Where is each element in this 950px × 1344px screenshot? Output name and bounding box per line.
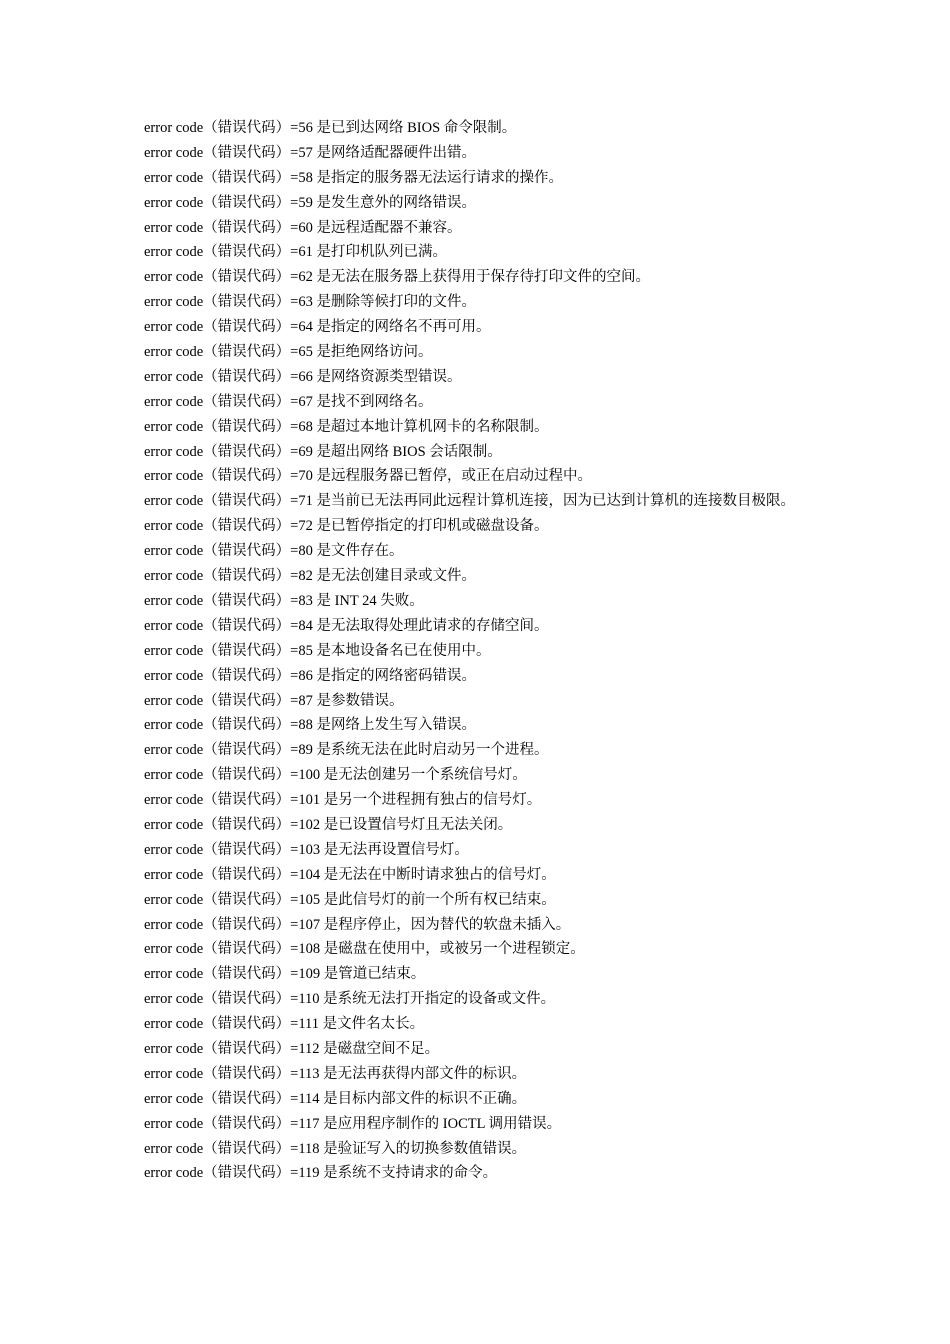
- error-code-line: error code（错误代码）=107 是程序停止，因为替代的软盘未插入。: [144, 916, 571, 933]
- error-code-line: error code（错误代码）=84 是无法取得处理此请求的存储空间。: [144, 617, 549, 634]
- error-code-line: error code（错误代码）=108 是磁盘在使用中，或被另一个进程锁定。: [144, 941, 585, 958]
- error-code-line: error code（错误代码）=110 是系统无法打开指定的设备或文件。: [144, 991, 556, 1008]
- error-code-line: error code（错误代码）=70 是远程服务器已暂停，或正在启动过程中。: [144, 468, 592, 485]
- error-code-line: error code（错误代码）=85 是本地设备名已在使用中。: [144, 642, 491, 659]
- error-code-line: error code（错误代码）=58 是指定的服务器无法运行请求的操作。: [144, 169, 563, 186]
- error-code-line: error code（错误代码）=82 是无法创建目录或文件。: [144, 568, 476, 585]
- error-code-line: error code（错误代码）=109 是管道已结束。: [144, 966, 426, 983]
- error-code-line: error code（错误代码）=118 是验证写入的切换参数值错误。: [144, 1140, 527, 1157]
- error-code-line: error code（错误代码）=114 是目标内部文件的标识不正确。: [144, 1090, 527, 1107]
- error-code-list: [144, 116, 814, 1186]
- error-code-line: error code（错误代码）=68 是超过本地计算机网卡的名称限制。: [144, 418, 549, 435]
- error-code-line: error code（错误代码）=65 是拒绝网络访问。: [144, 344, 433, 361]
- error-code-line: error code（错误代码）=104 是无法在中断时请求独占的信号灯。: [144, 866, 556, 883]
- error-code-line: error code（错误代码）=72 是已暂停指定的打印机或磁盘设备。: [144, 518, 549, 535]
- error-code-line: error code（错误代码）=63 是删除等候打印的文件。: [144, 294, 476, 311]
- error-code-line: error code（错误代码）=61 是打印机队列已满。: [144, 244, 447, 261]
- error-code-line: error code（错误代码）=87 是参数错误。: [144, 692, 404, 709]
- error-code-line: error code（错误代码）=57 是网络适配器硬件出错。: [144, 144, 476, 161]
- error-code-line: error code（错误代码）=56 是已到达网络 BIOS 命令限制。: [144, 120, 517, 136]
- error-code-line: error code（错误代码）=89 是系统无法在此时启动另一个进程。: [144, 742, 549, 759]
- error-code-line: error code（错误代码）=71 是当前已无法再同此远程计算机连接，因为已达到计算机的连接数目极限。: [144, 493, 795, 510]
- error-code-line: error code（错误代码）=100 是无法创建另一个系统信号灯。: [144, 767, 527, 784]
- error-code-line: error code（错误代码）=66 是网络资源类型错误。: [144, 368, 462, 385]
- error-code-line: error code（错误代码）=86 是指定的网络密码错误。: [144, 667, 476, 684]
- error-code-line: error code（错误代码）=64 是指定的网络名不再可用。: [144, 319, 491, 336]
- error-code-line: error code（错误代码）=60 是远程适配器不兼容。: [144, 219, 462, 236]
- error-code-line: error code（错误代码）=119 是系统不支持请求的命令。: [144, 1165, 498, 1182]
- error-code-line: error code（错误代码）=111 是文件名太长。: [144, 1016, 425, 1033]
- error-code-line: error code（错误代码）=67 是找不到网络名。: [144, 393, 433, 410]
- error-code-line: error code（错误代码）=112 是磁盘空间不足。: [144, 1040, 440, 1057]
- error-code-line: error code（错误代码）=88 是网络上发生写入错误。: [144, 717, 476, 734]
- error-code-line: error code（错误代码）=59 是发生意外的网络错误。: [144, 194, 476, 211]
- error-code-line: error code（错误代码）=69 是超出网络 BIOS 会话限制。: [144, 443, 502, 460]
- error-code-line: error code（错误代码）=83 是 INT 24 失败。: [144, 592, 424, 609]
- error-code-line: error code（错误代码）=103 是无法再设置信号灯。: [144, 841, 469, 858]
- error-code-line: error code（错误代码）=105 是此信号灯的前一个所有权已结束。: [144, 891, 556, 908]
- error-code-line: error code（错误代码）=113 是无法再获得内部文件的标识。: [144, 1065, 527, 1082]
- error-code-line: error code（错误代码）=101 是另一个进程拥有独占的信号灯。: [144, 792, 542, 809]
- error-code-line: error code（错误代码）=102 是已设置信号灯且无法关闭。: [144, 816, 513, 833]
- error-code-line: error code（错误代码）=117 是应用程序制作的 IOCTL 调用错误。: [144, 1115, 562, 1132]
- error-code-line: error code（错误代码）=62 是无法在服务器上获得用于保存待打印文件的空间。: [144, 269, 650, 286]
- error-code-line: error code（错误代码）=80 是文件存在。: [144, 543, 404, 560]
